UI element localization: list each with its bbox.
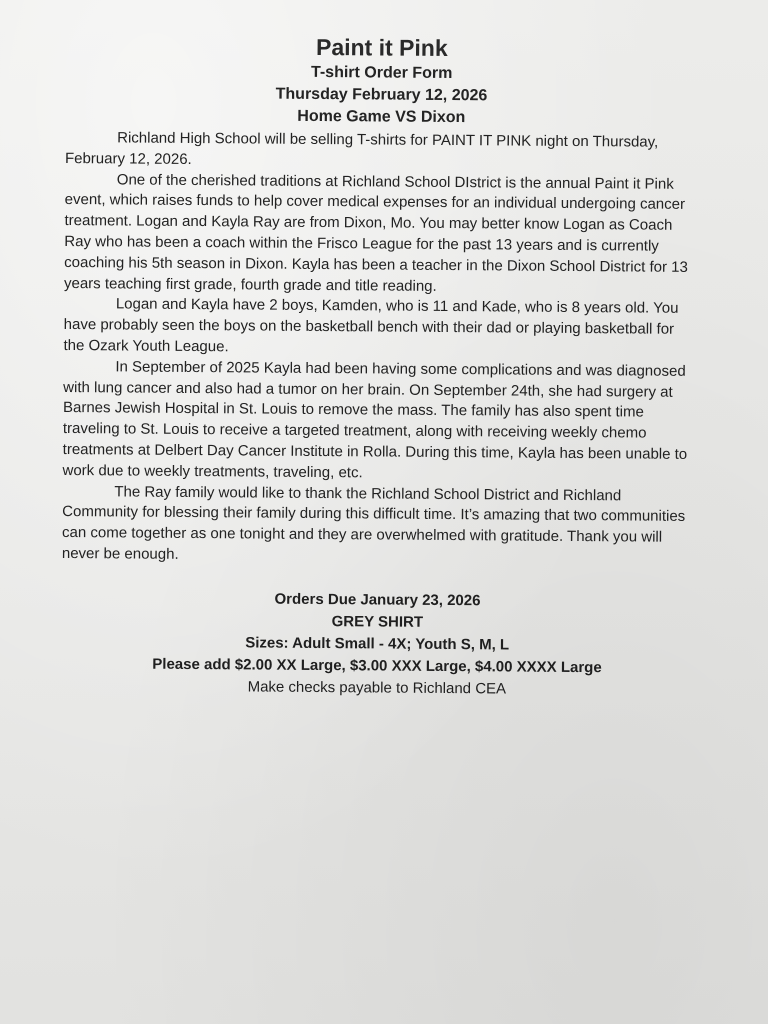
order-form — [61, 30, 698, 702]
body-text — [62, 128, 697, 570]
paragraph-diagnosis: In September of 2025 Kayla had been having some complications and was diagnosed with lung cancer and also had a tumor on her brain. On September 24th, she had surgery at Barnes Jewish Hospital in St. Louis to remove the mass. The family has also spent time traveling to St. Louis to receive a targeted treatment, along with receiving weekly chemo treatments at Delbert Day Cancer Institute in Rolla. During this time, Kayla has been unable to work due to weekly treatments, traveling, etc. — [62, 358, 688, 482]
paragraph-thanks: The Ray family would like to thank the Richland School District and Richland Community for blessing their family during this difficult time. It’s amazing that two communities can come together as one tonight and they are overwhelmed with gratitude. Thank you will never be enough. — [61, 482, 686, 563]
form-title: Paint it Pink — [315, 33, 448, 61]
orders-due: Orders Due January 23, 2026 — [274, 590, 481, 610]
shirt-sizes: Sizes: Adult Small - 4X; Youth S, M, L — [245, 634, 510, 654]
paragraph-family: Logan and Kayla have 2 boys, Kamden, who is 11 and Kade, who is 8 years old. You have probably seen the boys on the basketball bench with their dad or playing basketball for the Ozark Youth League. — [63, 295, 679, 356]
shirt-color: GREY SHIRT — [331, 612, 424, 631]
size-pricing: Please add $2.00 XX Large, $3.00 XXX Large, $4.00 XXXX Large — [152, 655, 602, 676]
paragraph-tradition: One of the cherished traditions at Richland School DIstrict is the annual Paint it Pink event, which raises funds to help cover medical expenses for an individual undergoing cancer treatment. Logan and Kayla Ray are from Dixon, Mo. You may better know Logan as Coach Ray who has been a coach within the Frisco League for the past 13 years and is currently coaching his 5th season in Dixon. Kayla has been a teacher in the Dixon School District for 13 years teaching first grade, fourth grade and title reading. — [63, 170, 688, 295]
check-payable: Make checks payable to Richland CEA — [247, 678, 507, 698]
order-details — [61, 587, 694, 702]
form-subtitle: T-shirt Order Form — [310, 63, 453, 83]
game-line: Home Game VS Dixon — [297, 107, 466, 127]
paragraph-intro: Richland High School will be selling T-shirts for PAINT IT PINK night on Thursday, February 12, 2026. — [64, 129, 659, 168]
event-date: Thursday February 12, 2026 — [275, 85, 488, 105]
